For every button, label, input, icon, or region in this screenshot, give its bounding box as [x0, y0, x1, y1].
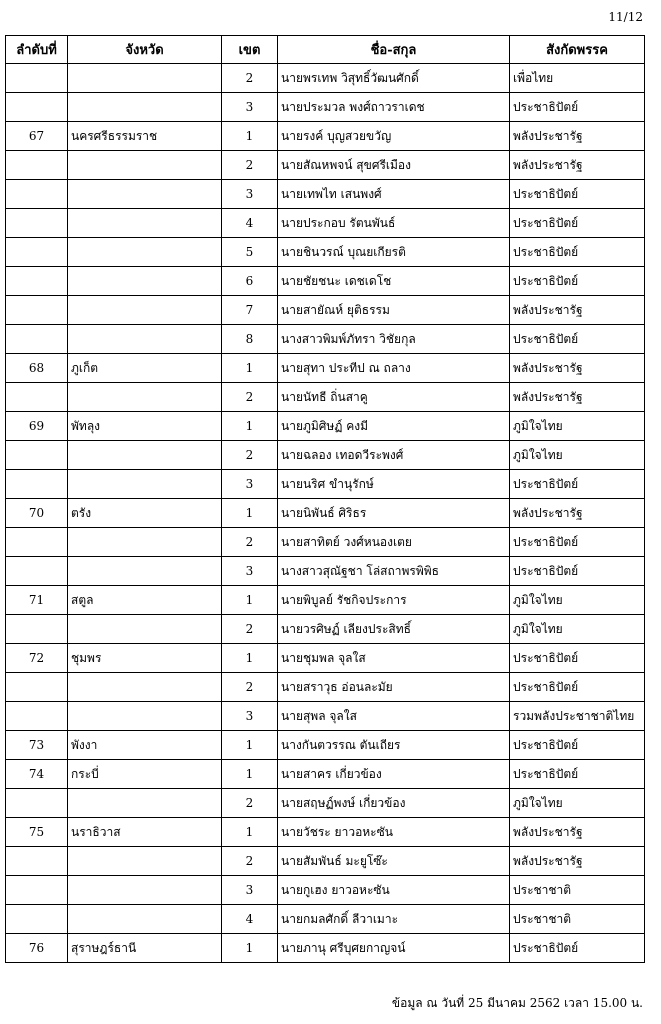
cell-name: นายภูมิศิษฏ์ คงมี: [278, 412, 510, 441]
cell-name: นายสราวุธ อ่อนละมัย: [278, 673, 510, 702]
cell-district: 2: [222, 441, 278, 470]
cell-party: พลังประชารัฐ: [510, 383, 645, 412]
cell-party: ประชาธิปัตย์: [510, 528, 645, 557]
cell-party: ประชาธิปัตย์: [510, 209, 645, 238]
cell-no: [6, 673, 68, 702]
cell-party: ภูมิใจไทย: [510, 412, 645, 441]
cell-name: นายรงค์ บุญสวยขวัญ: [278, 122, 510, 151]
cell-name: นายนิพันธ์ ศิริธร: [278, 499, 510, 528]
results-table: [5, 35, 645, 963]
cell-district: 3: [222, 702, 278, 731]
cell-name: นายกูเฮง ยาวอหะซัน: [278, 876, 510, 905]
cell-province: [68, 905, 222, 934]
cell-province: นครศรีธรรมราช: [68, 122, 222, 151]
cell-party: พลังประชารัฐ: [510, 151, 645, 180]
table-row: [6, 905, 645, 934]
cell-party: ประชาธิปัตย์: [510, 760, 645, 789]
table-header-row: [6, 36, 645, 64]
cell-party: ภูมิใจไทย: [510, 789, 645, 818]
cell-province: [68, 673, 222, 702]
cell-no: [6, 325, 68, 354]
cell-district: 1: [222, 760, 278, 789]
table-row: [6, 122, 645, 151]
cell-no: 75: [6, 818, 68, 847]
cell-province: กระบี่: [68, 760, 222, 789]
cell-name: นายสุพล จุลใส: [278, 702, 510, 731]
header-district: เขต: [222, 36, 278, 64]
cell-party: ประชาธิปัตย์: [510, 267, 645, 296]
cell-district: 1: [222, 818, 278, 847]
table-row: [6, 876, 645, 905]
cell-party: ประชาชาติ: [510, 905, 645, 934]
cell-district: 3: [222, 876, 278, 905]
cell-no: [6, 209, 68, 238]
cell-name: นางสาวพิมพ์ภัทรา วิชัยกุล: [278, 325, 510, 354]
cell-province: [68, 557, 222, 586]
cell-district: 1: [222, 499, 278, 528]
cell-name: นายฉลอง เทอดวีระพงศ์: [278, 441, 510, 470]
cell-province: [68, 180, 222, 209]
cell-name: นายสุทา ประทีป ณ ถลาง: [278, 354, 510, 383]
cell-no: 72: [6, 644, 68, 673]
cell-no: 70: [6, 499, 68, 528]
cell-district: 2: [222, 383, 278, 412]
table-row: [6, 267, 645, 296]
cell-name: นายสัณหพจน์ สุขศรีเมือง: [278, 151, 510, 180]
cell-name: นายนริศ ขำนุรักษ์: [278, 470, 510, 499]
cell-party: ประชาธิปัตย์: [510, 470, 645, 499]
cell-party: ประชาธิปัตย์: [510, 557, 645, 586]
cell-name: นายวรศิษฏ์ เลียงประสิทธิ์: [278, 615, 510, 644]
cell-province: [68, 267, 222, 296]
header-party: สังกัดพรรค: [510, 36, 645, 64]
cell-party: ประชาชาติ: [510, 876, 645, 905]
table-row: [6, 557, 645, 586]
cell-no: 74: [6, 760, 68, 789]
cell-name: นายสายัณห์ ยุติธรรม: [278, 296, 510, 325]
table-row: [6, 586, 645, 615]
cell-no: [6, 789, 68, 818]
cell-no: [6, 557, 68, 586]
cell-no: [6, 296, 68, 325]
cell-name: นายพิบูลย์ รัชกิจประการ: [278, 586, 510, 615]
cell-province: [68, 847, 222, 876]
cell-no: [6, 267, 68, 296]
cell-name: นายสาทิตย์ วงศ์หนองเตย: [278, 528, 510, 557]
cell-province: [68, 93, 222, 122]
cell-no: 67: [6, 122, 68, 151]
cell-name: นางสาวสุณัฐชา โล่สถาพรพิพิธ: [278, 557, 510, 586]
cell-party: ภูมิใจไทย: [510, 615, 645, 644]
cell-no: [6, 470, 68, 499]
cell-party: พลังประชารัฐ: [510, 847, 645, 876]
cell-no: [6, 615, 68, 644]
cell-district: 6: [222, 267, 278, 296]
cell-province: [68, 325, 222, 354]
cell-name: นายเทพไท เสนพงศ์: [278, 180, 510, 209]
cell-no: [6, 383, 68, 412]
table-row: [6, 731, 645, 760]
table-row: [6, 615, 645, 644]
cell-party: ประชาธิปัตย์: [510, 238, 645, 267]
cell-province: สตูล: [68, 586, 222, 615]
header-no: ลำดับที่: [6, 36, 68, 64]
cell-district: 1: [222, 644, 278, 673]
cell-district: 3: [222, 180, 278, 209]
cell-no: [6, 876, 68, 905]
cell-district: 3: [222, 557, 278, 586]
table-row: [6, 934, 645, 963]
cell-district: 4: [222, 209, 278, 238]
table-row: [6, 238, 645, 267]
table-row: [6, 325, 645, 354]
cell-party: ประชาธิปัตย์: [510, 180, 645, 209]
table-row: [6, 760, 645, 789]
cell-district: 2: [222, 847, 278, 876]
cell-name: นายวัชระ ยาวอหะซัน: [278, 818, 510, 847]
cell-party: รวมพลังประชาชาติไทย: [510, 702, 645, 731]
cell-name: นายพรเทพ วิสุทธิ์วัฒนศักดิ์: [278, 64, 510, 93]
cell-province: ภูเก็ต: [68, 354, 222, 383]
cell-province: [68, 209, 222, 238]
cell-party: ภูมิใจไทย: [510, 441, 645, 470]
cell-name: นายนัทธี ถิ่นสาคู: [278, 383, 510, 412]
table-row: [6, 412, 645, 441]
cell-no: [6, 151, 68, 180]
cell-party: พลังประชารัฐ: [510, 296, 645, 325]
cell-district: 2: [222, 64, 278, 93]
cell-no: [6, 441, 68, 470]
cell-party: พลังประชารัฐ: [510, 354, 645, 383]
cell-province: [68, 151, 222, 180]
cell-no: [6, 93, 68, 122]
cell-name: นายภานุ ศรีบุศยกาญจน์: [278, 934, 510, 963]
cell-no: 73: [6, 731, 68, 760]
cell-district: 3: [222, 93, 278, 122]
cell-party: ประชาธิปัตย์: [510, 934, 645, 963]
table-row: [6, 180, 645, 209]
cell-district: 7: [222, 296, 278, 325]
cell-no: [6, 905, 68, 934]
table-row: [6, 644, 645, 673]
cell-district: 2: [222, 789, 278, 818]
cell-name: นายสัมพันธ์ มะยูโซ๊ะ: [278, 847, 510, 876]
cell-party: พลังประชารัฐ: [510, 122, 645, 151]
cell-province: [68, 64, 222, 93]
cell-district: 2: [222, 673, 278, 702]
table-row: [6, 383, 645, 412]
cell-district: 8: [222, 325, 278, 354]
cell-district: 4: [222, 905, 278, 934]
cell-party: ประชาธิปัตย์: [510, 93, 645, 122]
cell-district: 2: [222, 615, 278, 644]
table-row: [6, 354, 645, 383]
table-row: [6, 789, 645, 818]
header-province: จังหวัด: [68, 36, 222, 64]
cell-name: นายสาคร เกี่ยวข้อง: [278, 760, 510, 789]
cell-province: ชุมพร: [68, 644, 222, 673]
cell-no: [6, 702, 68, 731]
cell-party: พลังประชารัฐ: [510, 818, 645, 847]
table-row: [6, 93, 645, 122]
cell-party: ประชาธิปัตย์: [510, 325, 645, 354]
cell-province: นราธิวาส: [68, 818, 222, 847]
cell-party: ภูมิใจไทย: [510, 586, 645, 615]
cell-province: สุราษฎร์ธานี: [68, 934, 222, 963]
header-name: ชื่อ-สกุล: [278, 36, 510, 64]
cell-province: [68, 789, 222, 818]
table-row: [6, 528, 645, 557]
cell-district: 1: [222, 122, 278, 151]
cell-name: นางกันตวรรณ ตันเถียร: [278, 731, 510, 760]
cell-no: [6, 180, 68, 209]
cell-province: พังงา: [68, 731, 222, 760]
cell-province: [68, 470, 222, 499]
table-row: [6, 441, 645, 470]
cell-province: ตรัง: [68, 499, 222, 528]
cell-party: ประชาธิปัตย์: [510, 644, 645, 673]
table-row: [6, 673, 645, 702]
cell-district: 1: [222, 354, 278, 383]
cell-district: 1: [222, 586, 278, 615]
data-timestamp-note: ข้อมูล ณ วันที่ 25 มีนาคม 2562 เวลา 15.00 น.: [391, 996, 643, 1010]
cell-district: 2: [222, 528, 278, 557]
cell-district: 1: [222, 731, 278, 760]
cell-party: เพื่อไทย: [510, 64, 645, 93]
cell-no: [6, 64, 68, 93]
cell-district: 3: [222, 470, 278, 499]
cell-province: [68, 615, 222, 644]
table-row: [6, 499, 645, 528]
table-row: [6, 847, 645, 876]
cell-name: นายชัยชนะ เดชเดโช: [278, 267, 510, 296]
table-row: [6, 151, 645, 180]
cell-district: 1: [222, 412, 278, 441]
cell-province: [68, 876, 222, 905]
cell-no: 69: [6, 412, 68, 441]
cell-no: [6, 528, 68, 557]
cell-name: นายกมลศักดิ์ ลีวาเมาะ: [278, 905, 510, 934]
cell-no: 76: [6, 934, 68, 963]
cell-no: 68: [6, 354, 68, 383]
cell-party: ประชาธิปัตย์: [510, 731, 645, 760]
table-row: [6, 209, 645, 238]
cell-province: [68, 528, 222, 557]
table-row: [6, 818, 645, 847]
table-row: [6, 64, 645, 93]
cell-no: [6, 847, 68, 876]
cell-district: 2: [222, 151, 278, 180]
cell-party: ประชาธิปัตย์: [510, 673, 645, 702]
table-row: [6, 470, 645, 499]
cell-province: [68, 702, 222, 731]
cell-district: 5: [222, 238, 278, 267]
cell-province: [68, 296, 222, 325]
cell-no: [6, 238, 68, 267]
table-row: [6, 702, 645, 731]
page-number: 11/12: [608, 10, 643, 24]
cell-party: พลังประชารัฐ: [510, 499, 645, 528]
cell-district: 1: [222, 934, 278, 963]
cell-name: นายประมวล พงศ์ถาวราเดช: [278, 93, 510, 122]
cell-province: พัทลุง: [68, 412, 222, 441]
cell-name: นายชุมพล จุลใส: [278, 644, 510, 673]
cell-province: [68, 441, 222, 470]
cell-province: [68, 383, 222, 412]
cell-name: นายประกอบ รัตนพันธ์: [278, 209, 510, 238]
cell-no: 71: [6, 586, 68, 615]
cell-name: นายสฤษฏ์พงษ์ เกี่ยวข้อง: [278, 789, 510, 818]
table-row: [6, 296, 645, 325]
cell-province: [68, 238, 222, 267]
cell-name: นายชินวรณ์ บุณยเกียรติ: [278, 238, 510, 267]
